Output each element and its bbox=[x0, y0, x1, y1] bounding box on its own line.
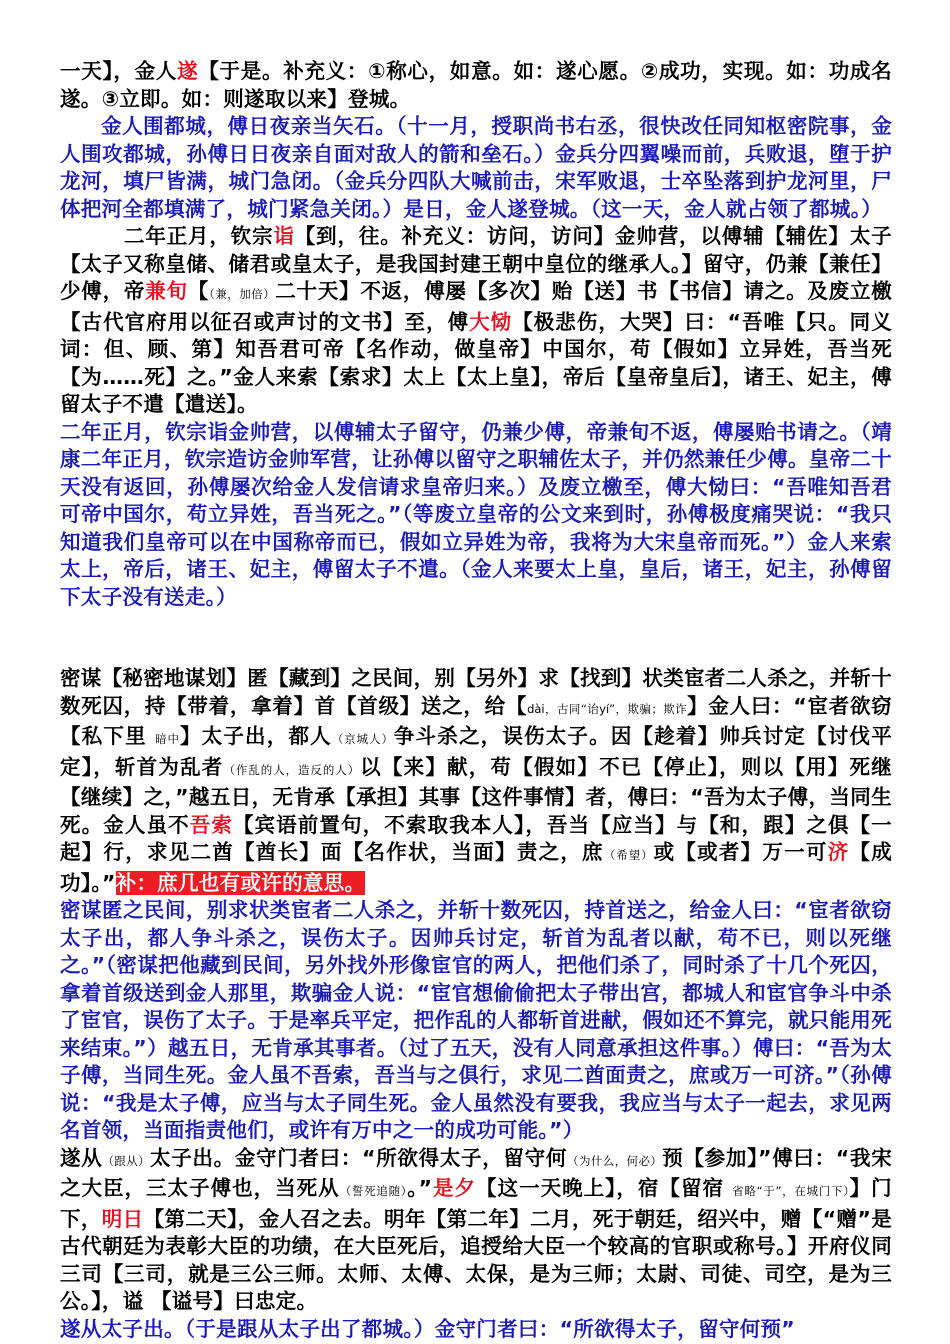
text-segment: 【这一天晚上】，宿【留宿 bbox=[476, 1176, 733, 1200]
highlighted-term: 明日 bbox=[101, 1206, 144, 1231]
inline-gloss: 省略“于”，在城门下） bbox=[732, 1184, 850, 1198]
highlighted-term: 兼旬 bbox=[145, 279, 188, 303]
inline-gloss: （跟从） bbox=[102, 1153, 151, 1168]
text-segment: 】门下， bbox=[60, 1176, 892, 1231]
text-segment: 遂从太子出。（于是跟从太子出了都城。）金守门者曰：“所欲得太子，留守何预” bbox=[60, 1316, 796, 1341]
section-gap bbox=[60, 611, 892, 665]
text-segment: 【极悲伤，大哭】曰：“吾唯【只。同义词：但、顾、第】知吾君可帝【名作动，做皇帝】中国尔，苟【假如】立异姓，吾当死【为……死】之。”金人来索【索求】太上【太上皇】，帝后【皇帝皇后】，诸王、妃主，傅留太子不遣【遣送】。 bbox=[60, 309, 893, 416]
text-segment: 太子出。金守门者曰：“所欲得太子，留守何 bbox=[150, 1145, 568, 1170]
highlighted-term: 吾索 bbox=[189, 812, 233, 837]
text-paragraph bbox=[60, 113, 892, 223]
supplement-note: 补：庶几也有或许的意思。 bbox=[115, 870, 366, 895]
inline-gloss: 暗中 bbox=[155, 732, 180, 746]
text-paragraph bbox=[60, 223, 892, 419]
text-paragraph bbox=[60, 897, 892, 1145]
text-paragraph bbox=[60, 1316, 892, 1344]
inline-gloss: dài，古同“诒yí”，欺骗；欺诈 bbox=[527, 701, 688, 716]
text-segment: 二年正月，钦宗 bbox=[124, 224, 274, 248]
text-segment: 争斗杀之，误伤太子。因【趁着】帅兵讨定【讨伐平定】，斩首为乱者 bbox=[60, 724, 893, 779]
highlighted-term: 济 bbox=[827, 840, 850, 864]
inline-gloss: （京城人） bbox=[331, 732, 394, 746]
text-segment: 【到，往。补充义：访问，访问】金帅营，以傅辅【辅佐】太子【太子又称皇储、储君或皇太子，是我国封建王朝中皇位的继承人。】留守，仍兼【兼任】少傅，帝 bbox=[60, 224, 892, 303]
text-paragraph bbox=[60, 1145, 892, 1316]
inline-gloss: （作乱的人，造反的人） bbox=[223, 762, 361, 777]
text-segment: 【成功】。” bbox=[60, 840, 892, 895]
inline-gloss: （希望） bbox=[603, 848, 654, 862]
highlighted-term: 诣 bbox=[273, 224, 295, 248]
document-page bbox=[60, 58, 892, 1343]
text-segment: 【 bbox=[187, 279, 210, 303]
text-segment: 【第二天】，金人召之去。明年【第二年】二月，死于朝廷，绍兴中，赠【“赠”是古代朝廷为表彰大臣的功绩，在大臣死后，追授给大臣一个较高的官职或称号。】开府仪同三司【三司，就是三公三师。太师、太傅、太保，是为三师；太尉、司徒、司空，是为三公。】，谥 【谥号】曰忠定。 bbox=[60, 1206, 892, 1313]
highlighted-term: 是夕 bbox=[432, 1176, 477, 1200]
highlighted-term: 遂 bbox=[177, 59, 199, 83]
text-segment: 二年正月，钦宗诣金帅营，以傅辅太子留守，仍兼少傅，帝兼旬不返，傅屡贻书请之。（靖康二年正月，钦宗造访金帅军营，让孙傅以留守之职辅佐太子，并仍然兼任少傅。皇帝二十天没有返回，孙傅屡次给金人发信请求皇帝归来。）及废立檄至，傅大恸曰：“吾唯知吾君可帝中国尔，苟立异姓，吾当死之。”（等废立皇帝的公文来到时，孙傅极度痛哭说：“我只知道我们皇帝可以在中国称帝而已，假如立异姓为帝，我将为大宋皇帝而死。”）金人来索太上，帝后，诸王、妃主，傅留太子不遣。（金人来要太上皇，皇后，诸王，妃主，孙傅留下太子没有送走。） bbox=[60, 419, 892, 609]
inline-gloss: （誓死追随） bbox=[339, 1184, 408, 1198]
text-segment: 或【或者】万一可 bbox=[653, 840, 828, 864]
text-segment: 。” bbox=[407, 1176, 433, 1200]
text-segment: 密谋匿之民间，别求状类宦者二人杀之，并斩十数死囚，持首送之，给金人曰：“宦者欲窃太子出，都人争斗杀之，误伤太子。因帅兵讨定，斩首为乱者以献，苟不已，则以死继之。”（密谋把他藏到民间，另外找外形像宦官的两人，把他们杀了，同时杀了十几个死囚，拿着首级送到金人那里，欺骗金人说：“宦官想偷偷把太子带出宫，都城人和宦官争斗中杀了宦官，误伤了太子。于是率兵平定，把作乱的人都斩首进献，假如还不算完，就只能用死来结束。”）越五日，无肯承其事者。（过了五天，没有人同意承担这件事。）傅曰：“吾为太子傅，当同生死。金人虽不吾索，吾当与之俱行，求见二酋面责之，庶或万一可济。”（孙傅说：“我是太子傅，应当与太子同生死。金人虽然没有要我，我应当与太子一起去，求见两名首领，当面指责他们，或许有万中之一的成功可能。”） bbox=[60, 898, 892, 1142]
text-paragraph bbox=[60, 419, 892, 612]
text-segment: 一天】，金人 bbox=[60, 59, 178, 83]
text-segment: 金人围都城，傅日夜亲当矢石。（十一月，授职尚书右丞，很快改任同知枢密院事，金人围攻都城，孙傅日日夜亲自面对敌人的箭和垒石。）金兵分四翼噪而前，兵败退，堕于护龙河，填尸皆满，城门急闭。（金兵分四队大喊前击，宋军败退，士卒坠落到护龙河里，尸体把河全都填满了，城门紧急关闭。）是日，金人遂登城。（这一天，金人就占领了都城。） bbox=[60, 114, 892, 221]
text-segment: 遂从 bbox=[60, 1145, 103, 1170]
highlighted-term: 大恸 bbox=[469, 309, 513, 334]
text-paragraph bbox=[60, 58, 892, 113]
text-segment: 密谋【秘密地谋划】匿【藏到】之民间，别【另外】求【找到】状类宦者二人杀之，并斩十数死囚，持【带着，拿着】首【首级】送之，给【 bbox=[60, 666, 892, 718]
text-segment: 预【参加】”傅曰：“我宋之大臣，三太子傅也，当死从 bbox=[60, 1145, 892, 1200]
text-segment: 以【来】献，苟【假如】不已【停止】，则以【用】死继【继续】之，”越五日，无肯承【承担】其事【这件事情】者，傅曰：“吾为太子傅，当同生死。金人虽不 bbox=[60, 754, 893, 837]
inline-gloss: （兼，加倍） bbox=[209, 287, 276, 301]
text-paragraph bbox=[60, 665, 892, 897]
text-segment: 】太子出，都人 bbox=[179, 724, 332, 748]
text-segment: 【宾语前置句，不索取我本人】，吾当【应当】与【和，跟】之俱【一起】行，求见二酋【酋长】面【名作状，当面】责之，庶 bbox=[60, 812, 892, 864]
text-segment: 】金人曰：“宦者欲窃【私下里 bbox=[60, 693, 892, 748]
text-segment: 【于是。补充义：①称心，如意。如：遂心愿。②成功，实现。如：功成名遂。③立即。如：则遂取以来】登城。 bbox=[60, 59, 892, 111]
text-segment: 二十天】不返，傅屡【多次】贻【送】书【书信】请之。及废立檄【古代官府用以征召或声讨的文书】至，傅 bbox=[60, 279, 893, 334]
inline-gloss: （为什么，何必） bbox=[567, 1153, 663, 1168]
